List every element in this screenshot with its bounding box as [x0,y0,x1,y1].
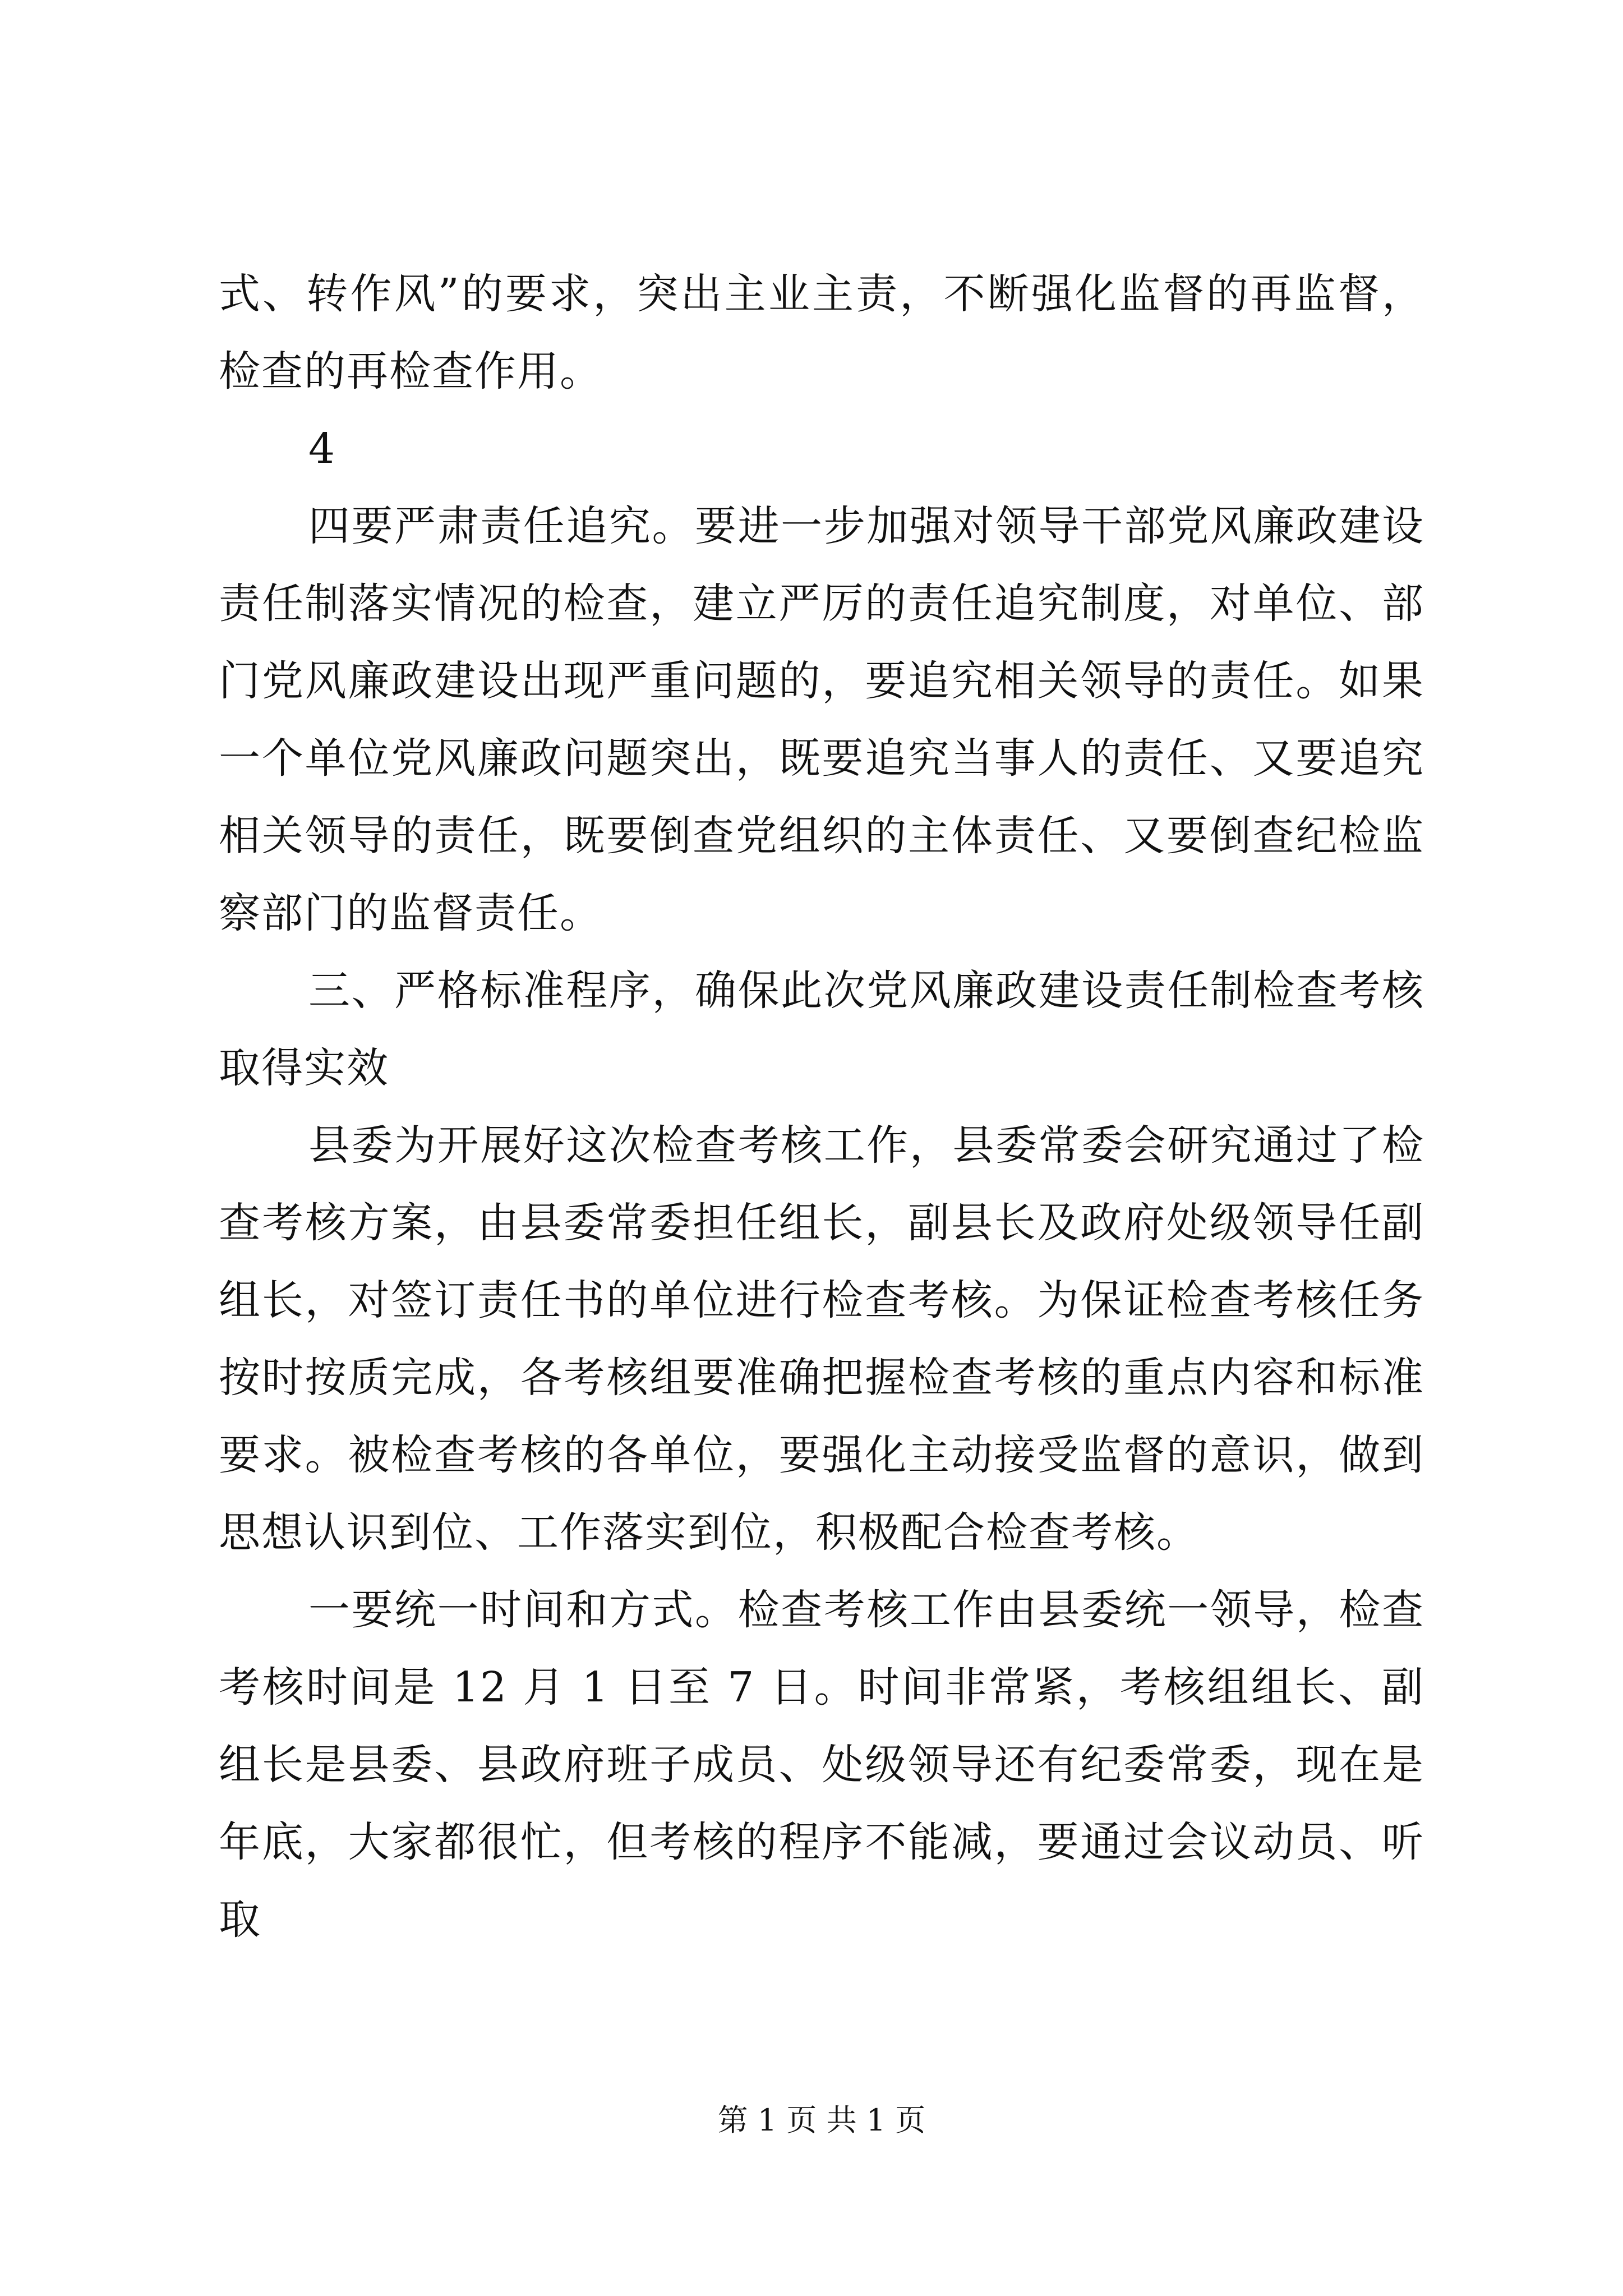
section-heading: 三、严格标准程序，确保此次党风廉政建设责任制检查考核取得实效 [219,967,1424,1092]
page-footer: 第 1 页 共 1 页 [717,2102,926,2138]
paragraph-continuation: 式、转作风”的要求，突出主业主责，不断强化监督的再监督，检查的再检查作用。 [219,270,1424,395]
paragraph-unified-time: 一要统一时间和方式。检查考核工作由县委统一领导，检查考核时间是 12 月 1 日至 7 日。时间非常紧，考核组组长、副组长是县委、县政府班子成员、处级领导还有纪委常委，现在是年底，大家都很忙，但考核的程序不能减，要通过会议动员、听取 [219,1586,1424,1944]
paragraph-inspection: 县委为开展好这次检查考核工作，县委常委会研究通过了检查考核方案，由县委常委担任组长，副县长及政府处级领导任副组长，对签订责任书的单位进行检查考核。为保证检查考核任务按时按质完成，各考核组要准确把握检查考核的重点内容和标准要求。被检查考核的各单位，要强化主动接受监督的意识，做到思想认识到位、工作落实到位，积极配合检查考核。 [219,1121,1424,1557]
document-body [219,255,1424,1958]
paragraph-number: 4 [308,425,336,473]
paragraph-accountability: 四要严肃责任追究。要进一步加强对领导干部党风廉政建设责任制落实情况的检查，建立严厉的责任追究制度，对单位、部门党风廉政建设出现严重问题的，要追究相关领导的责任。如果一个单位党风廉政问题突出，既要追究当事人的责任、又要追究相关领导的责任，既要倒查党组织的主体责任、又要倒查纪检监察部门的监督责任。 [219,502,1424,937]
